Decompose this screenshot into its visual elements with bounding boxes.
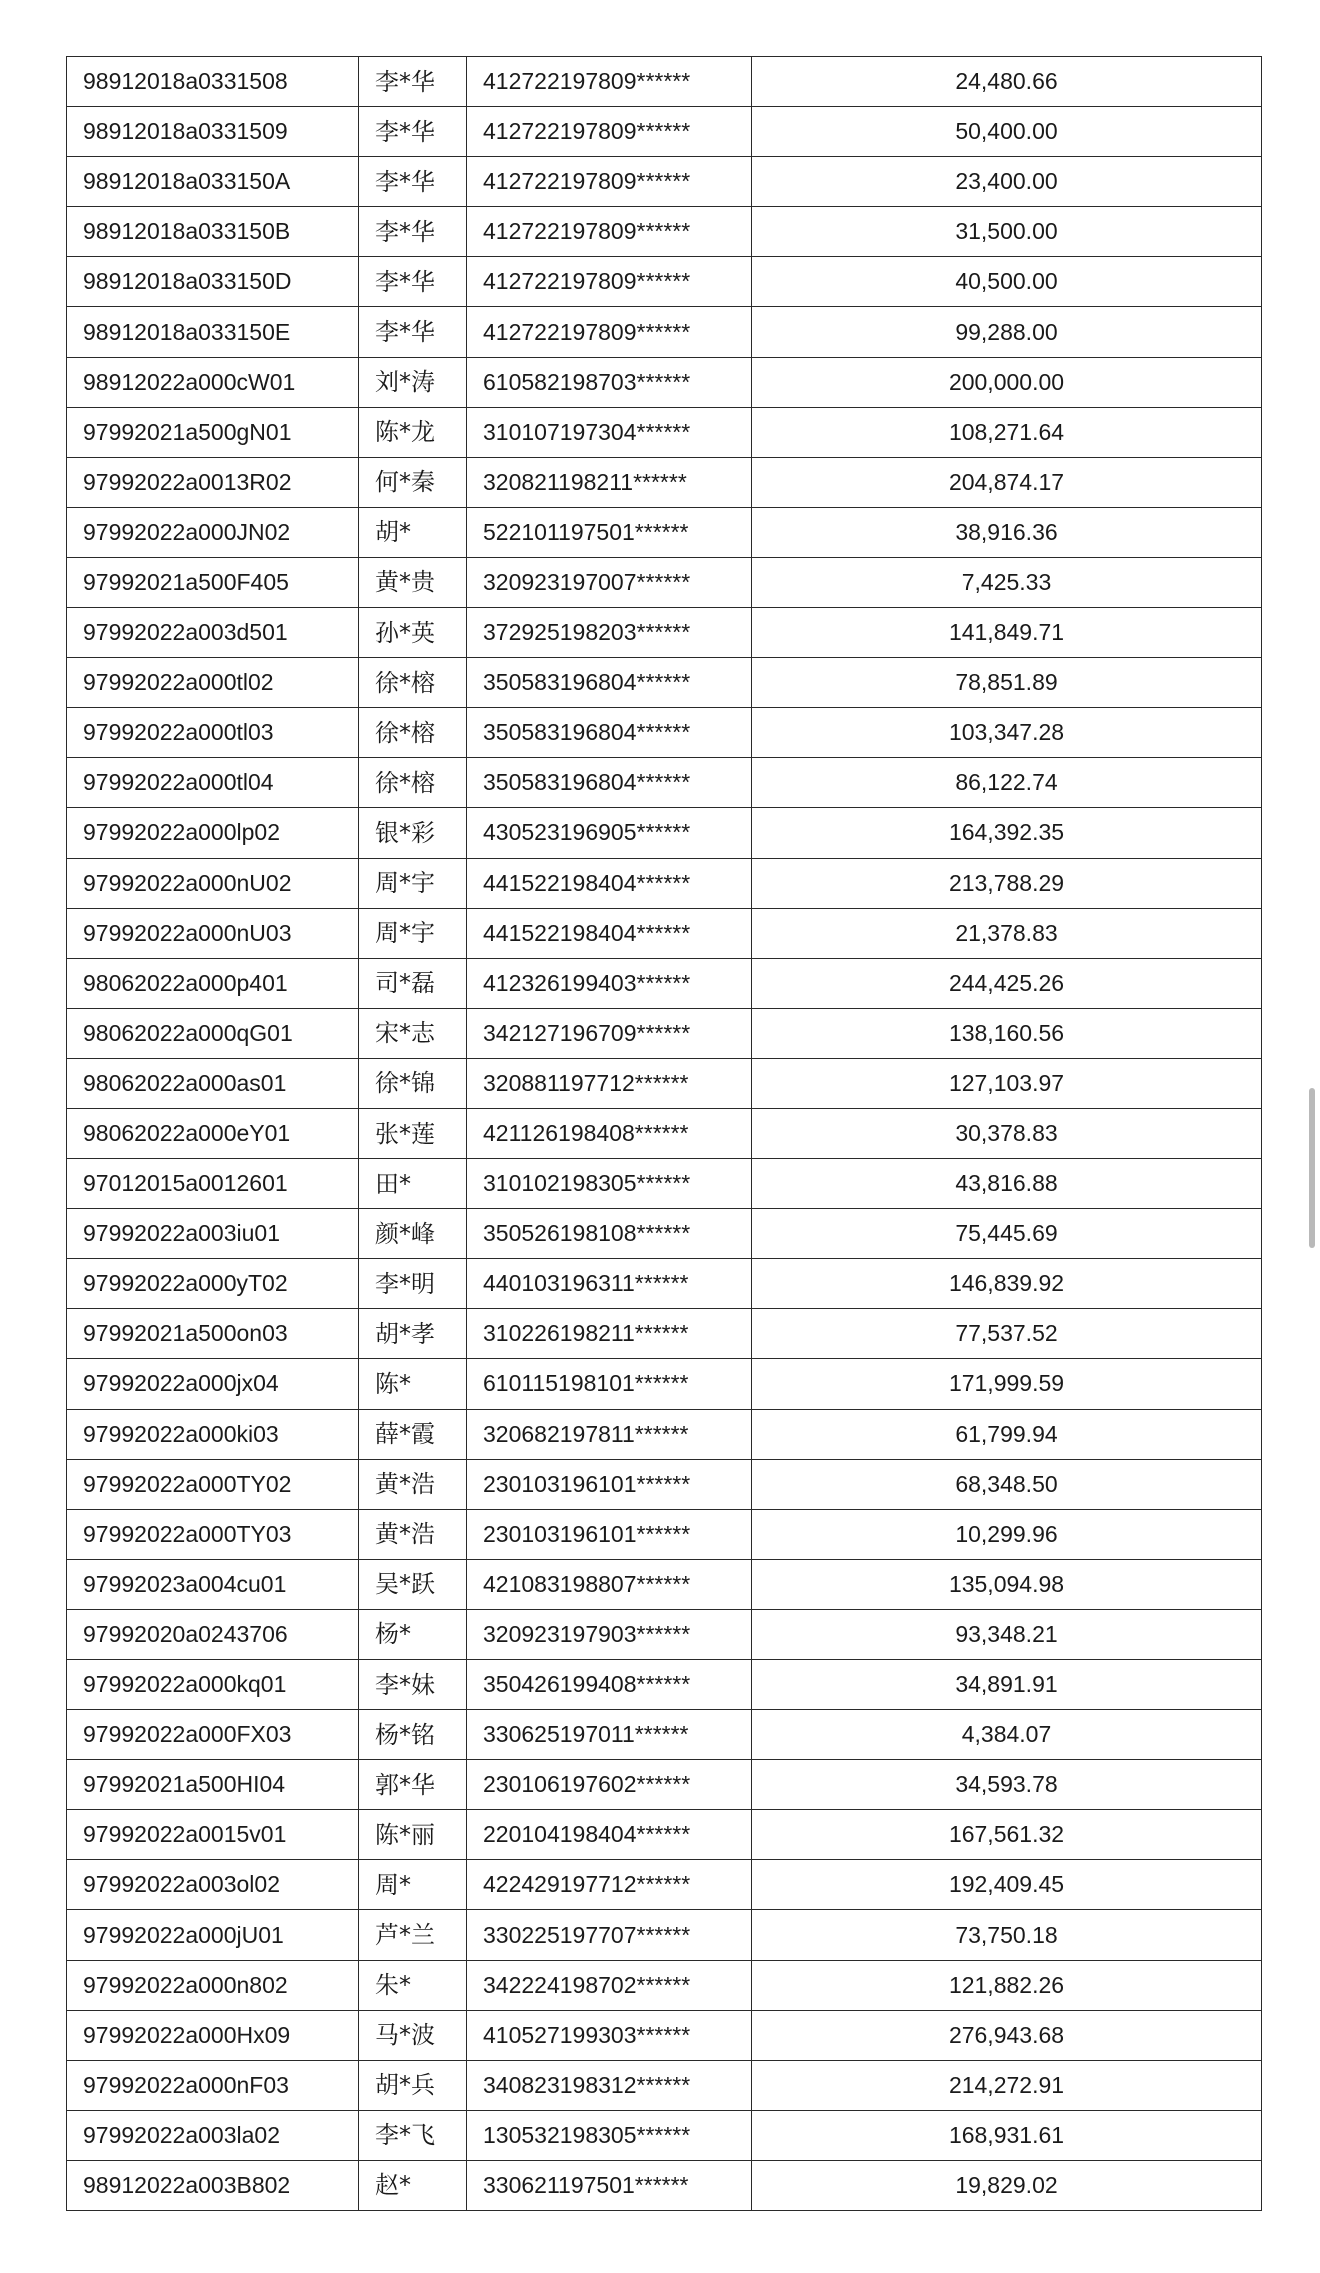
table-row xyxy=(67,1309,1262,1359)
cell-holder-name: 徐*榕 xyxy=(359,658,467,708)
cell-account-code: 97992022a000tl04 xyxy=(67,758,359,808)
cell-id-number: 412722197809****** xyxy=(467,307,752,357)
cell-account-code: 97992021a500F405 xyxy=(67,557,359,607)
table-row xyxy=(67,357,1262,407)
cell-amount: 127,103.97 xyxy=(752,1058,1262,1108)
cell-amount: 108,271.64 xyxy=(752,407,1262,457)
cell-account-code: 98912022a000cW01 xyxy=(67,357,359,407)
table-row xyxy=(67,1008,1262,1058)
cell-amount: 204,874.17 xyxy=(752,457,1262,507)
vertical-scrollbar[interactable] xyxy=(1309,1088,1315,1248)
cell-id-number: 340823198312****** xyxy=(467,2060,752,2110)
cell-id-number: 350526198108****** xyxy=(467,1209,752,1259)
cell-id-number: 320821198211****** xyxy=(467,457,752,507)
table-row xyxy=(67,2010,1262,2060)
cell-account-code: 97992022a000jU01 xyxy=(67,1910,359,1960)
cell-id-number: 430523196905****** xyxy=(467,808,752,858)
cell-holder-name: 周* xyxy=(359,1860,467,1910)
cell-amount: 276,943.68 xyxy=(752,2010,1262,2060)
cell-holder-name: 吴*跃 xyxy=(359,1559,467,1609)
cell-amount: 34,891.91 xyxy=(752,1660,1262,1710)
cell-amount: 214,272.91 xyxy=(752,2060,1262,2110)
cell-account-code: 97992020a0243706 xyxy=(67,1609,359,1659)
cell-account-code: 97992022a0015v01 xyxy=(67,1810,359,1860)
cell-id-number: 330225197707****** xyxy=(467,1910,752,1960)
cell-account-code: 98912018a033150A xyxy=(67,157,359,207)
cell-account-code: 97992022a003iu01 xyxy=(67,1209,359,1259)
cell-holder-name: 郭*华 xyxy=(359,1760,467,1810)
cell-amount: 171,999.59 xyxy=(752,1359,1262,1409)
cell-amount: 164,392.35 xyxy=(752,808,1262,858)
cell-holder-name: 陈*丽 xyxy=(359,1810,467,1860)
cell-account-code: 97992022a000nU02 xyxy=(67,858,359,908)
table-row xyxy=(67,157,1262,207)
cell-account-code: 97992021a500HI04 xyxy=(67,1760,359,1810)
table-row xyxy=(67,1960,1262,2010)
cell-amount: 78,851.89 xyxy=(752,658,1262,708)
cell-id-number: 421083198807****** xyxy=(467,1559,752,1609)
cell-amount: 99,288.00 xyxy=(752,307,1262,357)
cell-holder-name: 薛*霞 xyxy=(359,1409,467,1459)
cell-amount: 21,378.83 xyxy=(752,908,1262,958)
cell-holder-name: 胡*兵 xyxy=(359,2060,467,2110)
cell-amount: 138,160.56 xyxy=(752,1008,1262,1058)
cell-holder-name: 徐*榕 xyxy=(359,758,467,808)
cell-amount: 77,537.52 xyxy=(752,1309,1262,1359)
cell-id-number: 412326199403****** xyxy=(467,958,752,1008)
table-row xyxy=(67,2160,1262,2210)
cell-amount: 30,378.83 xyxy=(752,1108,1262,1158)
cell-holder-name: 刘*涛 xyxy=(359,357,467,407)
cell-amount: 192,409.45 xyxy=(752,1860,1262,1910)
cell-amount: 93,348.21 xyxy=(752,1609,1262,1659)
table-row xyxy=(67,1609,1262,1659)
cell-account-code: 97992021a500on03 xyxy=(67,1309,359,1359)
cell-amount: 73,750.18 xyxy=(752,1910,1262,1960)
cell-account-code: 97992022a000jx04 xyxy=(67,1359,359,1409)
cell-holder-name: 陈* xyxy=(359,1359,467,1409)
cell-account-code: 97992022a000tl03 xyxy=(67,708,359,758)
cell-id-number: 441522198404****** xyxy=(467,908,752,958)
cell-holder-name: 司*磊 xyxy=(359,958,467,1008)
cell-holder-name: 李*飞 xyxy=(359,2110,467,2160)
cell-amount: 4,384.07 xyxy=(752,1710,1262,1760)
cell-id-number: 320682197811****** xyxy=(467,1409,752,1459)
cell-holder-name: 颜*峰 xyxy=(359,1209,467,1259)
cell-id-number: 330625197011****** xyxy=(467,1710,752,1760)
cell-amount: 7,425.33 xyxy=(752,557,1262,607)
table-row xyxy=(67,1209,1262,1259)
table-row xyxy=(67,858,1262,908)
cell-holder-name: 李*华 xyxy=(359,157,467,207)
table-row xyxy=(67,808,1262,858)
cell-account-code: 98062022a000qG01 xyxy=(67,1008,359,1058)
cell-account-code: 97012015a0012601 xyxy=(67,1159,359,1209)
table-body xyxy=(67,57,1262,2211)
cell-holder-name: 赵* xyxy=(359,2160,467,2210)
cell-id-number: 610115198101****** xyxy=(467,1359,752,1409)
cell-id-number: 412722197809****** xyxy=(467,207,752,257)
cell-holder-name: 银*彩 xyxy=(359,808,467,858)
data-table-container xyxy=(66,56,1261,2211)
cell-id-number: 320923197903****** xyxy=(467,1609,752,1659)
cell-amount: 86,122.74 xyxy=(752,758,1262,808)
cell-holder-name: 何*秦 xyxy=(359,457,467,507)
table-row xyxy=(67,1058,1262,1108)
table-row xyxy=(67,557,1262,607)
table-row xyxy=(67,1559,1262,1609)
cell-id-number: 410527199303****** xyxy=(467,2010,752,2060)
table-row xyxy=(67,608,1262,658)
cell-amount: 121,882.26 xyxy=(752,1960,1262,2010)
cell-id-number: 320923197007****** xyxy=(467,557,752,607)
cell-account-code: 98912018a033150E xyxy=(67,307,359,357)
cell-holder-name: 李*华 xyxy=(359,257,467,307)
table-row xyxy=(67,1860,1262,1910)
cell-id-number: 310226198211****** xyxy=(467,1309,752,1359)
cell-amount: 31,500.00 xyxy=(752,207,1262,257)
cell-holder-name: 宋*志 xyxy=(359,1008,467,1058)
cell-holder-name: 朱* xyxy=(359,1960,467,2010)
cell-amount: 167,561.32 xyxy=(752,1810,1262,1860)
cell-id-number: 350583196804****** xyxy=(467,708,752,758)
cell-holder-name: 李*妹 xyxy=(359,1660,467,1710)
table-row xyxy=(67,457,1262,507)
table-row xyxy=(67,507,1262,557)
table-row xyxy=(67,1710,1262,1760)
cell-amount: 43,816.88 xyxy=(752,1159,1262,1209)
table-row xyxy=(67,107,1262,157)
cell-holder-name: 杨* xyxy=(359,1609,467,1659)
cell-amount: 10,299.96 xyxy=(752,1509,1262,1559)
cell-account-code: 98912018a0331508 xyxy=(67,57,359,107)
table-row xyxy=(67,758,1262,808)
cell-id-number: 350583196804****** xyxy=(467,658,752,708)
table-row xyxy=(67,1359,1262,1409)
cell-amount: 19,829.02 xyxy=(752,2160,1262,2210)
cell-id-number: 440103196311****** xyxy=(467,1259,752,1309)
cell-id-number: 412722197809****** xyxy=(467,57,752,107)
cell-amount: 103,347.28 xyxy=(752,708,1262,758)
table-row xyxy=(67,708,1262,758)
cell-id-number: 522101197501****** xyxy=(467,507,752,557)
data-table xyxy=(66,56,1262,2211)
cell-holder-name: 胡*孝 xyxy=(359,1309,467,1359)
cell-amount: 135,094.98 xyxy=(752,1559,1262,1609)
table-row xyxy=(67,407,1262,457)
cell-account-code: 97992022a000lp02 xyxy=(67,808,359,858)
cell-id-number: 330621197501****** xyxy=(467,2160,752,2210)
cell-amount: 40,500.00 xyxy=(752,257,1262,307)
cell-holder-name: 徐*锦 xyxy=(359,1058,467,1108)
cell-id-number: 310102198305****** xyxy=(467,1159,752,1209)
table-row xyxy=(67,1910,1262,1960)
cell-account-code: 97992023a004cu01 xyxy=(67,1559,359,1609)
table-row xyxy=(67,1760,1262,1810)
cell-id-number: 220104198404****** xyxy=(467,1810,752,1860)
cell-account-code: 98062022a000eY01 xyxy=(67,1108,359,1158)
cell-holder-name: 李*华 xyxy=(359,107,467,157)
cell-id-number: 421126198408****** xyxy=(467,1108,752,1158)
cell-id-number: 230103196101****** xyxy=(467,1509,752,1559)
cell-holder-name: 杨*铭 xyxy=(359,1710,467,1760)
cell-id-number: 372925198203****** xyxy=(467,608,752,658)
cell-id-number: 412722197809****** xyxy=(467,257,752,307)
table-row xyxy=(67,2060,1262,2110)
cell-account-code: 98912018a0331509 xyxy=(67,107,359,157)
cell-amount: 50,400.00 xyxy=(752,107,1262,157)
cell-id-number: 350426199408****** xyxy=(467,1660,752,1710)
cell-amount: 61,799.94 xyxy=(752,1409,1262,1459)
cell-account-code: 97992022a000FX03 xyxy=(67,1710,359,1760)
cell-amount: 34,593.78 xyxy=(752,1760,1262,1810)
cell-id-number: 441522198404****** xyxy=(467,858,752,908)
table-row xyxy=(67,307,1262,357)
cell-account-code: 97992022a000yT02 xyxy=(67,1259,359,1309)
table-row xyxy=(67,1810,1262,1860)
cell-id-number: 342127196709****** xyxy=(467,1008,752,1058)
cell-id-number: 130532198305****** xyxy=(467,2110,752,2160)
cell-amount: 213,788.29 xyxy=(752,858,1262,908)
cell-amount: 75,445.69 xyxy=(752,1209,1262,1259)
cell-amount: 244,425.26 xyxy=(752,958,1262,1008)
table-row xyxy=(67,1159,1262,1209)
cell-account-code: 97992022a000nU03 xyxy=(67,908,359,958)
cell-account-code: 97992022a003la02 xyxy=(67,2110,359,2160)
cell-amount: 141,849.71 xyxy=(752,608,1262,658)
table-row xyxy=(67,1259,1262,1309)
table-row xyxy=(67,1409,1262,1459)
table-row xyxy=(67,958,1262,1008)
cell-amount: 68,348.50 xyxy=(752,1459,1262,1509)
cell-holder-name: 陈*龙 xyxy=(359,407,467,457)
cell-id-number: 320881197712****** xyxy=(467,1058,752,1108)
cell-id-number: 350583196804****** xyxy=(467,758,752,808)
cell-account-code: 97992022a000kq01 xyxy=(67,1660,359,1710)
table-row xyxy=(67,207,1262,257)
cell-account-code: 97992022a000n802 xyxy=(67,1960,359,2010)
cell-amount: 23,400.00 xyxy=(752,157,1262,207)
table-row xyxy=(67,658,1262,708)
cell-holder-name: 张*莲 xyxy=(359,1108,467,1158)
cell-account-code: 98912018a033150B xyxy=(67,207,359,257)
cell-id-number: 230103196101****** xyxy=(467,1459,752,1509)
cell-id-number: 412722197809****** xyxy=(467,157,752,207)
table-row xyxy=(67,908,1262,958)
table-row xyxy=(67,57,1262,107)
cell-account-code: 97992022a000TY03 xyxy=(67,1509,359,1559)
table-row xyxy=(67,1660,1262,1710)
cell-holder-name: 李*华 xyxy=(359,57,467,107)
cell-account-code: 98912022a003B802 xyxy=(67,2160,359,2210)
cell-holder-name: 周*宇 xyxy=(359,908,467,958)
cell-account-code: 97992022a003d501 xyxy=(67,608,359,658)
cell-amount: 38,916.36 xyxy=(752,507,1262,557)
cell-amount: 200,000.00 xyxy=(752,357,1262,407)
table-row xyxy=(67,1108,1262,1158)
table-row xyxy=(67,1509,1262,1559)
cell-account-code: 97992022a000ki03 xyxy=(67,1409,359,1459)
cell-holder-name: 黄*贵 xyxy=(359,557,467,607)
cell-account-code: 97992022a003ol02 xyxy=(67,1860,359,1910)
cell-account-code: 97992021a500gN01 xyxy=(67,407,359,457)
table-row xyxy=(67,2110,1262,2160)
cell-amount: 24,480.66 xyxy=(752,57,1262,107)
table-row xyxy=(67,1459,1262,1509)
cell-account-code: 98912018a033150D xyxy=(67,257,359,307)
cell-account-code: 97992022a000nF03 xyxy=(67,2060,359,2110)
cell-account-code: 97992022a000TY02 xyxy=(67,1459,359,1509)
cell-holder-name: 芦*兰 xyxy=(359,1910,467,1960)
cell-holder-name: 胡* xyxy=(359,507,467,557)
cell-id-number: 610582198703****** xyxy=(467,357,752,407)
cell-id-number: 412722197809****** xyxy=(467,107,752,157)
cell-amount: 168,931.61 xyxy=(752,2110,1262,2160)
cell-holder-name: 孙*英 xyxy=(359,608,467,658)
cell-holder-name: 李*明 xyxy=(359,1259,467,1309)
cell-account-code: 97992022a0013R02 xyxy=(67,457,359,507)
cell-holder-name: 周*宇 xyxy=(359,858,467,908)
cell-holder-name: 黄*浩 xyxy=(359,1509,467,1559)
table-row xyxy=(67,257,1262,307)
cell-id-number: 310107197304****** xyxy=(467,407,752,457)
cell-holder-name: 黄*浩 xyxy=(359,1459,467,1509)
cell-holder-name: 田* xyxy=(359,1159,467,1209)
cell-amount: 146,839.92 xyxy=(752,1259,1262,1309)
cell-account-code: 98062022a000as01 xyxy=(67,1058,359,1108)
cell-holder-name: 李*华 xyxy=(359,207,467,257)
cell-account-code: 97992022a000JN02 xyxy=(67,507,359,557)
cell-id-number: 422429197712****** xyxy=(467,1860,752,1910)
cell-account-code: 97992022a000tl02 xyxy=(67,658,359,708)
cell-id-number: 342224198702****** xyxy=(467,1960,752,2010)
cell-holder-name: 马*波 xyxy=(359,2010,467,2060)
cell-holder-name: 徐*榕 xyxy=(359,708,467,758)
cell-id-number: 230106197602****** xyxy=(467,1760,752,1810)
cell-account-code: 98062022a000p401 xyxy=(67,958,359,1008)
cell-holder-name: 李*华 xyxy=(359,307,467,357)
cell-account-code: 97992022a000Hx09 xyxy=(67,2010,359,2060)
